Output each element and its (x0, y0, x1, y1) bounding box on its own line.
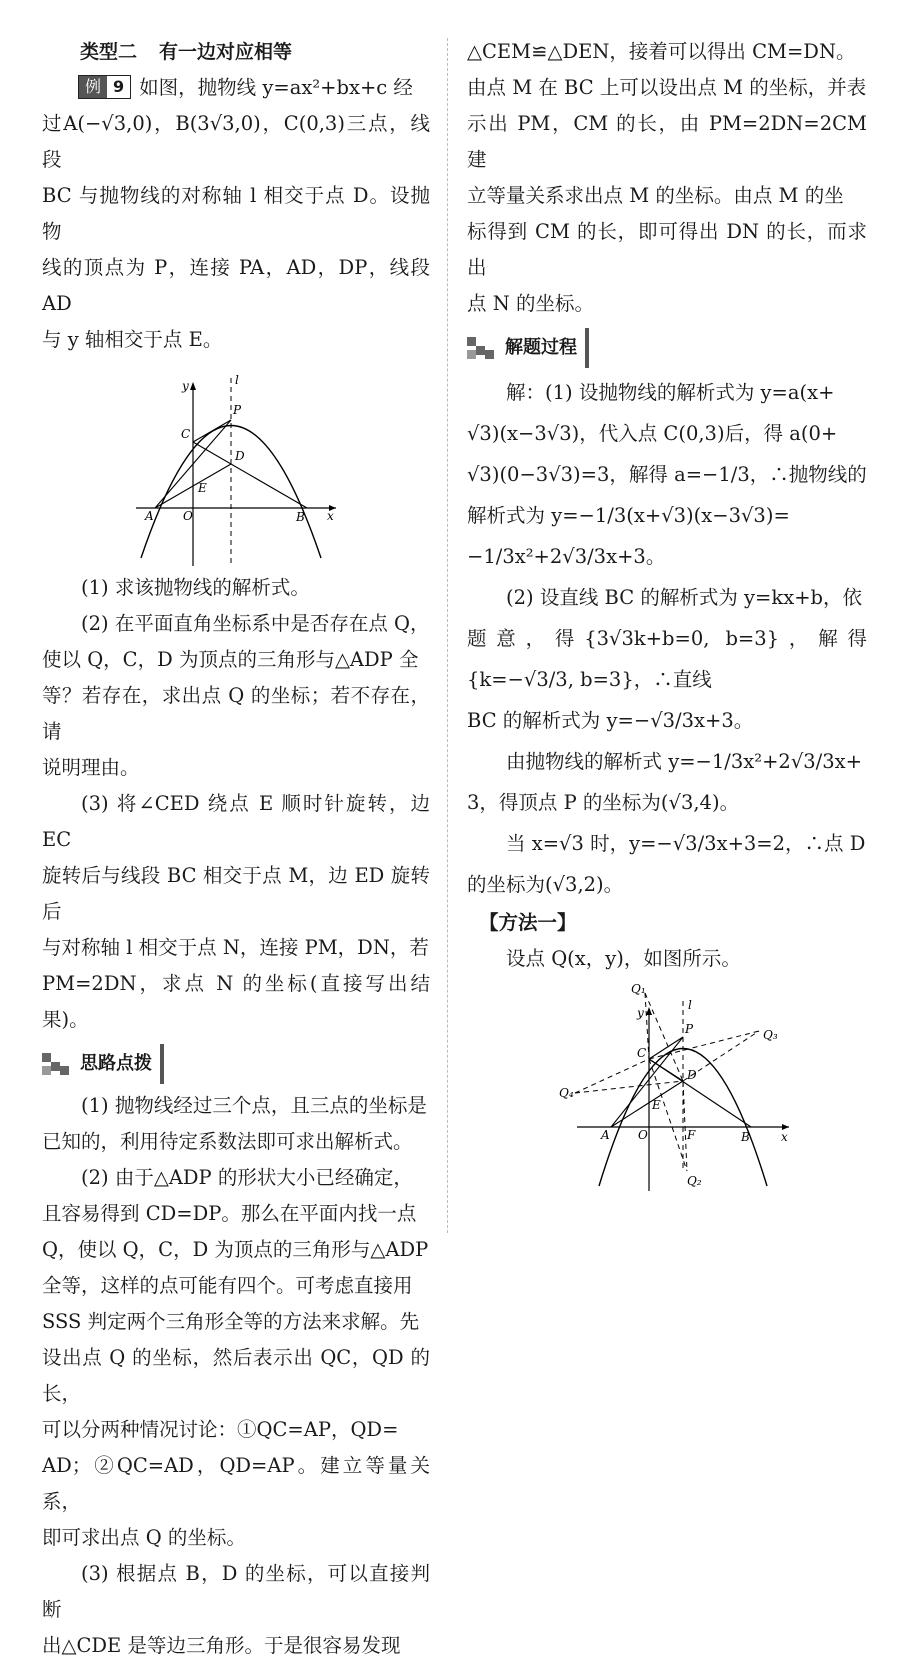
question-3-line-4: PM=2DN，求点 N 的坐标(直接写出结果)。 (42, 972, 430, 1031)
method-one-text: 设点 Q(x，y)，如图所示。 (506, 947, 741, 970)
fig1-segment-CP (193, 420, 231, 442)
solution-3-line-2: 3，得顶点 P 的坐标为(√3,4)。 (467, 791, 740, 814)
fig1-segment-CB (193, 442, 307, 508)
fig2-label-Q1: Q₁ (631, 982, 646, 996)
fig2-label-C: C (637, 1046, 647, 1060)
type-heading (80, 34, 430, 70)
fig2-label-E: E (652, 1098, 661, 1112)
question-3-line-3: 与对称轴 l 相交于点 N，连接 PM，DN，若 (42, 936, 429, 959)
hint-1-line-1: (1) 抛物线经过三个点，且三点的坐标是 (81, 1094, 427, 1117)
fig2-label-F: F (687, 1128, 696, 1142)
fig1-label-l: l (235, 373, 239, 387)
solution-3-line-1: 由抛物线的解析式 y=−1/3x²+2√3/3x+ (506, 750, 862, 773)
hint-2-line-5: SSS 判定两个三角形全等的方法来求解。先 (42, 1310, 420, 1333)
hint-2-line-6: 设出点 Q 的坐标，然后表示出 QC，QD 的长， (42, 1346, 430, 1405)
hint-2-line-9: 即可求出点 Q 的坐标。 (42, 1526, 246, 1549)
fig2-dashed-triangles (575, 993, 759, 1171)
hint-2-line-2: 且容易得到 CD=DP。那么在平面内找一点 (42, 1202, 417, 1225)
fig1-label-E: E (198, 481, 207, 495)
solution-1-line-1: 解：(1) 设抛物线的解析式为 y=a(x+ (506, 381, 835, 404)
fig1-label-P: P (233, 403, 242, 417)
fig2-label-Q2: Q₂ (687, 1174, 702, 1188)
cont-line-2: 由点 M 在 BC 上可以设出点 M 的坐标，并表 (467, 76, 867, 99)
fig2-segment-CP (649, 1037, 683, 1059)
fig2-label-x: x (781, 1130, 788, 1144)
solution-section-title: 解题过程 (503, 328, 589, 368)
figure-2-congruent-points (537, 981, 797, 1196)
question-3-line-1: (3) 将∠CED 绕点 E 顺时针旋转，边 EC (42, 792, 430, 851)
fig2-label-Q3: Q₃ (763, 1028, 778, 1042)
question-2-line-2: 使以 Q，C，D 为顶点的三角形与△ADP 全 (42, 648, 419, 671)
cont-line-5: 标得到 CM 的长，即可得出 DN 的长，而求出 (467, 220, 867, 279)
problem-line-4: 线的顶点为 P，连接 PA，AD，DP，线段 AD (42, 256, 430, 315)
solution-4-line-2: 的坐标为(√3,2)。 (467, 873, 624, 896)
problem-line-5: 与 y 轴相交于点 E。 (42, 328, 223, 351)
question-2-line-3: 等？若存在，求出点 Q 的坐标；若不存在，请 (42, 684, 430, 743)
type-heading-title: 有一边对应相等 (159, 41, 293, 63)
fig2-label-D: D (687, 1068, 697, 1082)
solution-1-line-5: −1/3x²+2√3/3x+3。 (467, 545, 666, 568)
solution-2-line-3: BC 的解析式为 y=−√3/3x+3。 (467, 709, 754, 732)
solution-section-header (467, 328, 867, 368)
problem-line-1: 例 9 如图，抛物线 y=ax²+bx+c 经 (42, 70, 430, 106)
solution-1-line-3: √3)(0−3√3)=3，解得 a=−1/3，∴抛物线的 (467, 463, 867, 486)
fig2-label-A: A (601, 1128, 610, 1142)
fig1-label-x: x (327, 509, 334, 523)
fig2-label-Q4: Q₄ (559, 1086, 574, 1100)
hint-3-line-2: 出△CDE 是等边三角形。于是很容易发现 (42, 1634, 401, 1657)
hint-2-line-7: 可以分两种情况讨论：①QC=AP，QD= (42, 1418, 399, 1441)
solution-2-line-2: 题意，得{3√3k+b=0, b=3}，解得{k=−√3/3, b=3}，∴直线 (467, 627, 867, 691)
fig1-label-D: D (235, 449, 245, 463)
solution-1-line-4: 解析式为 y=−1/3(x+√3)(x−3√3)= (467, 504, 790, 527)
problem-line-2: 过A(−√3,0)，B(3√3,0)，C(0,3)三点，线段 (42, 112, 430, 171)
question-2-line-4: 说明理由。 (42, 756, 140, 779)
hint-2-line-3: Q，使以 Q，C，D 为顶点的三角形与△ADP (42, 1238, 429, 1261)
figure-1-parabola (131, 368, 341, 568)
hint-3-line-1: (3) 根据点 B，D 的坐标，可以直接判断 (42, 1562, 430, 1621)
cont-line-3: 示出 PM，CM 的长，由 PM=2DN=2CM 建 (467, 112, 867, 171)
cont-line-4: 立等量关系求出点 M 的坐标。由点 M 的坐 (467, 184, 844, 207)
fig2-label-P: P (685, 1022, 694, 1036)
hint-section-title: 思路点拨 (78, 1044, 164, 1084)
column-divider (447, 38, 448, 1233)
hint-2-line-4: 全等，这样的点可能有四个。可考虑直接用 (42, 1274, 413, 1297)
question-2-line-1: (2) 在平面直角坐标系中是否存在点 Q， (81, 612, 430, 635)
hint-1-line-2: 已知的，利用待定系数法即可求出解析式。 (42, 1130, 413, 1153)
cont-line-6: 点 N 的坐标。 (467, 292, 594, 315)
fig2-segment-AP (611, 1037, 683, 1127)
example-badge: 例 9 (78, 75, 131, 99)
fig2-label-O: O (638, 1128, 648, 1142)
solution-4-line-1: 当 x=√3 时，y=−√3/3x+3=2，∴点 D (506, 832, 866, 855)
fig2-label-l: l (688, 998, 692, 1012)
solution-1-line-2: √3)(x−3√3)，代入点 C(0,3)后，得 a(0+ (467, 422, 838, 445)
fig1-label-O: O (183, 509, 193, 523)
hint-2-line-8: AD；②QC=AD，QD=AP。建立等量关系， (42, 1454, 430, 1513)
question-3-line-2: 旋转后与线段 BC 相交于点 M，边 ED 旋转后 (42, 864, 430, 923)
cont-line-1: △CEM≌△DEN，接着可以得出 CM=DN。 (467, 40, 856, 63)
hint-2-line-1: (2) 由于△ADP 的形状大小已经确定， (81, 1166, 413, 1189)
type-heading-label: 类型二 (80, 41, 138, 63)
fig1-label-C: C (181, 427, 191, 441)
solution-2-line-1: (2) 设直线 BC 的解析式为 y=kx+b，依 (506, 586, 863, 609)
question-1: (1) 求该抛物线的解析式。 (81, 576, 310, 599)
method-one-title: 【方法一】 (479, 911, 577, 934)
section-squares-icon (42, 1053, 72, 1075)
problem-line-3: BC 与抛物线的对称轴 l 相交于点 D。设抛物 (42, 184, 430, 243)
section-squares-icon (467, 337, 497, 359)
fig2-label-y: y (637, 1006, 644, 1020)
fig1-label-A: A (145, 509, 154, 523)
hint-section-header (42, 1044, 430, 1084)
right-column (467, 34, 867, 1196)
fig2-label-B: B (741, 1130, 750, 1144)
fig1-label-y: y (182, 379, 189, 393)
left-column (42, 34, 430, 1664)
fig1-label-B: B (296, 510, 305, 524)
